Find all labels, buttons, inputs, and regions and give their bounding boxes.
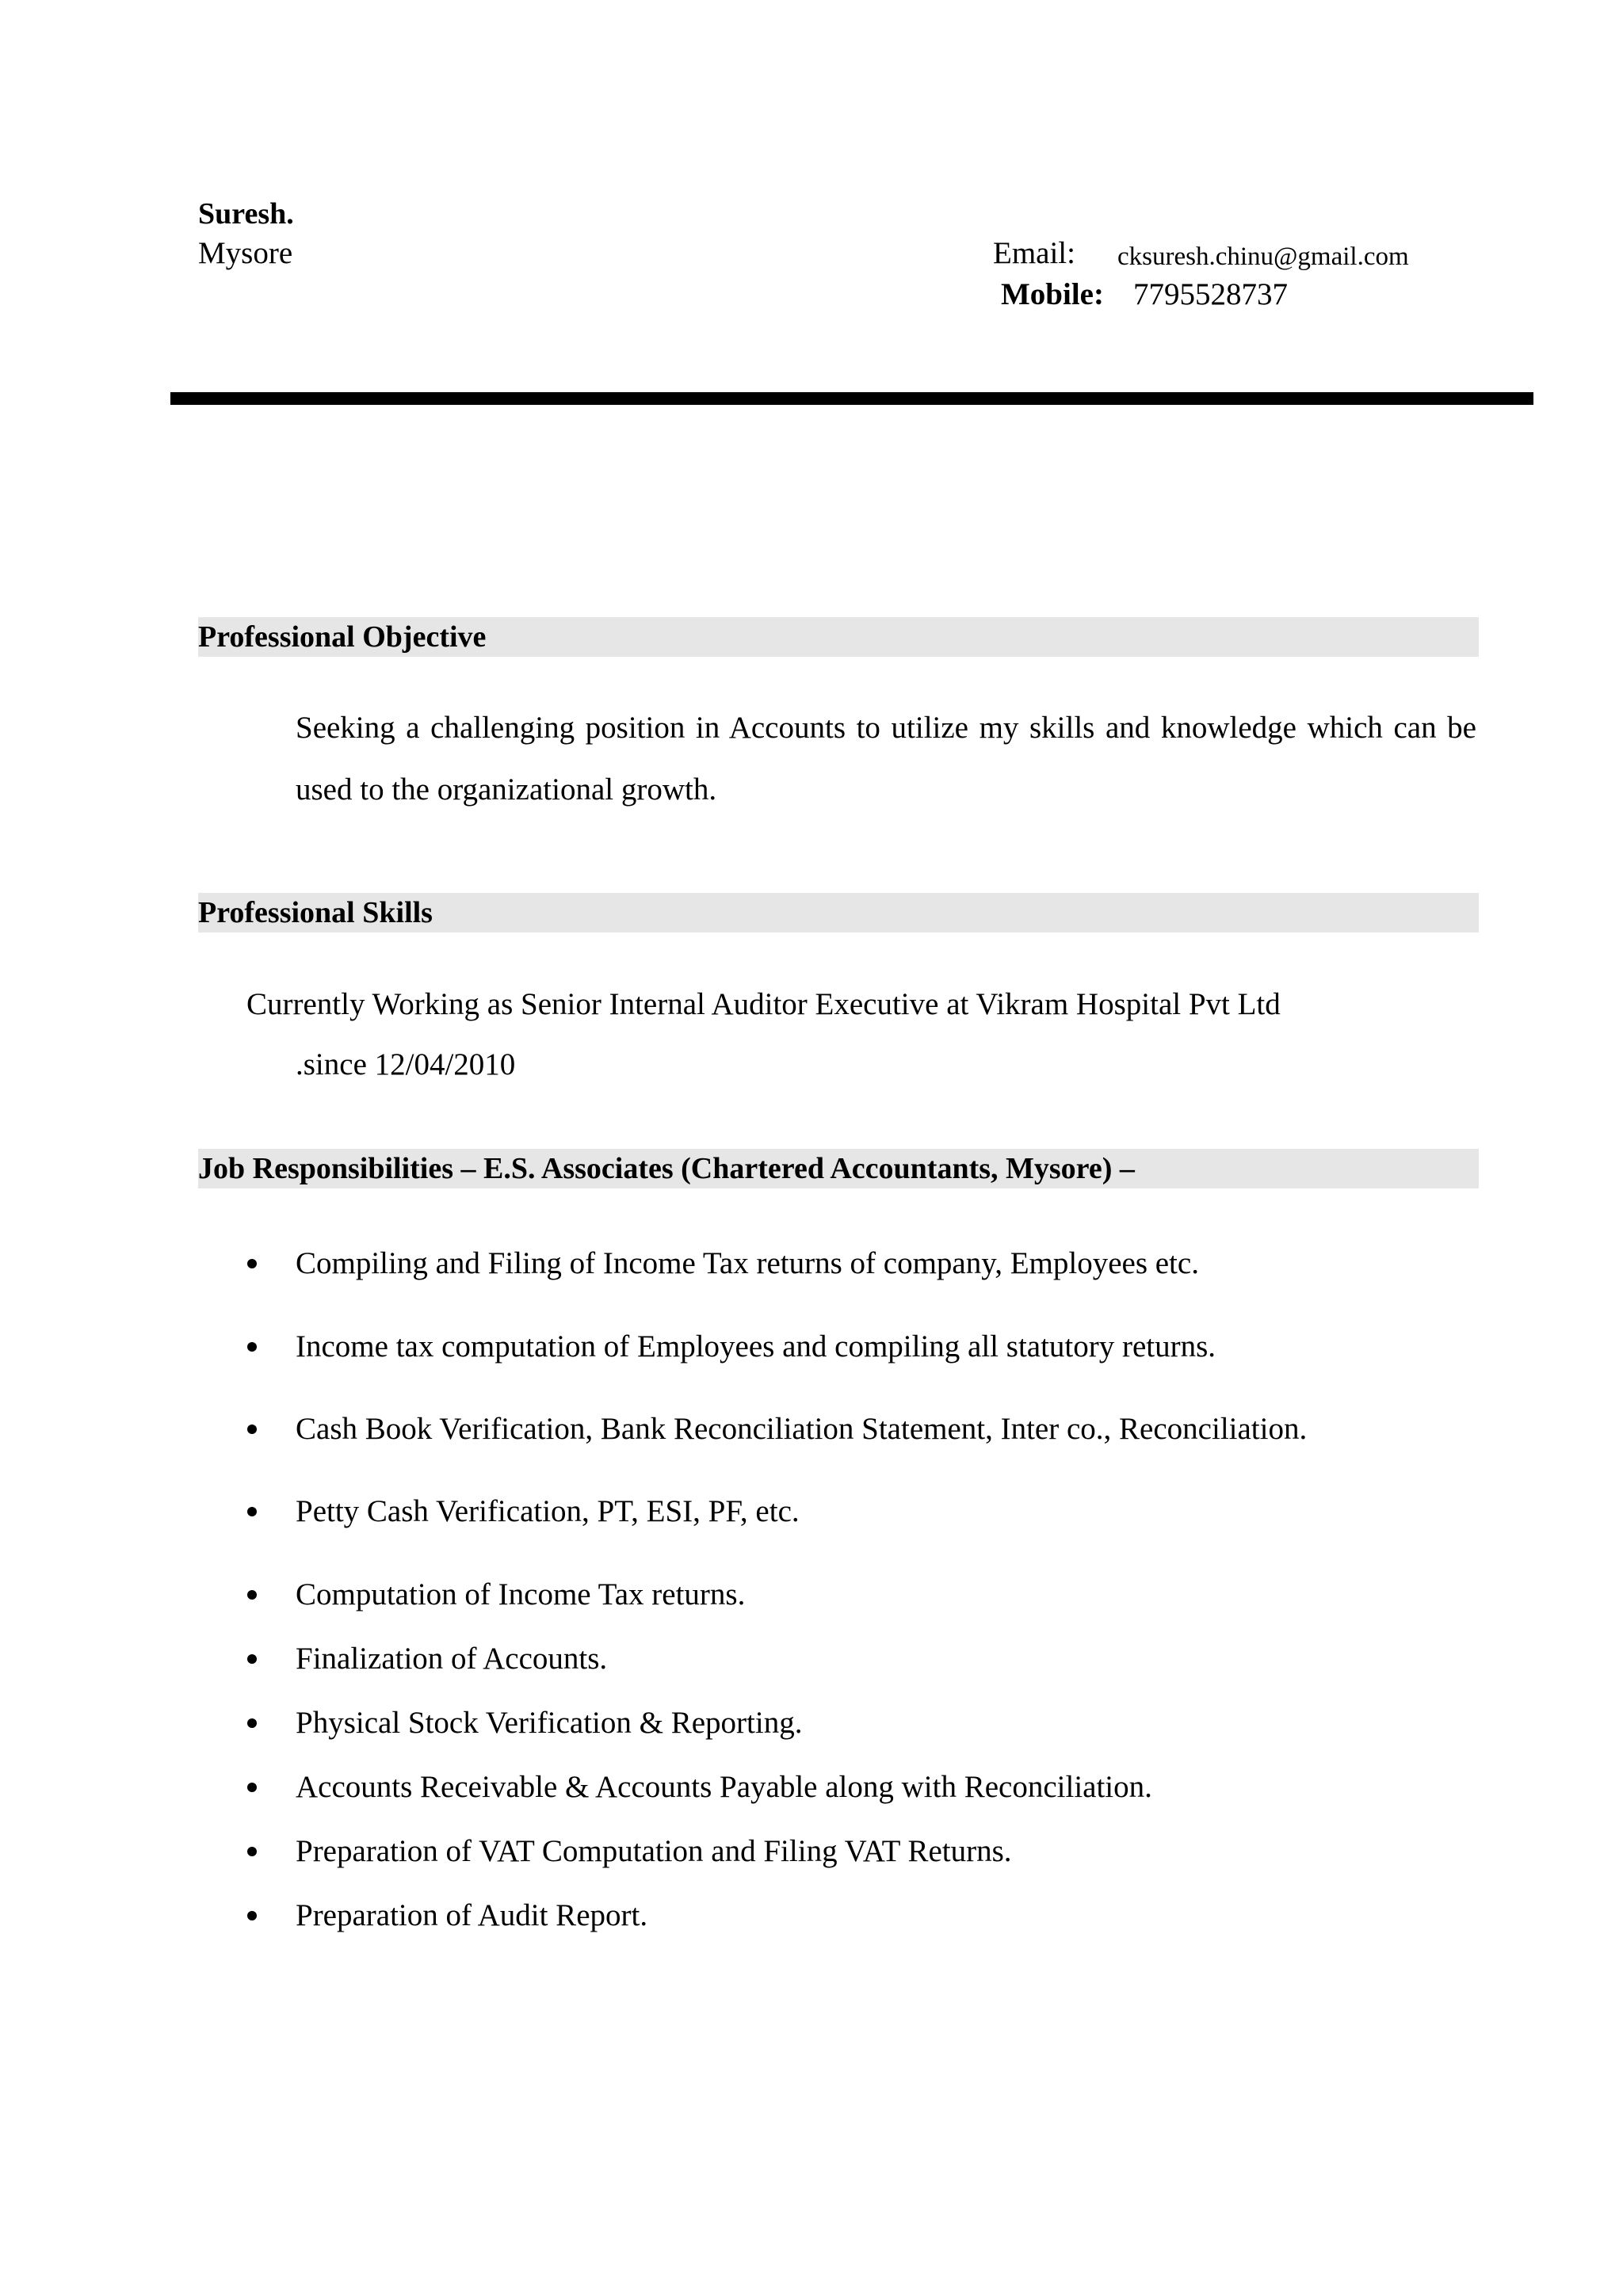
list-item-text: Petty Cash Verification, PT, ESI, PF, etc. xyxy=(296,1494,800,1528)
mobile-number: 7795528737 xyxy=(1133,277,1288,311)
objective-text: Seeking a challenging position in Accounts to utilize my skills and knowledge which can be used to the organizational growth. xyxy=(296,711,1476,807)
objective-section-title: Professional Objective xyxy=(198,620,487,654)
email-address[interactable]: cksuresh.chinu@gmail.com xyxy=(1117,242,1409,271)
list-item-text: Computation of Income Tax returns. xyxy=(296,1577,746,1611)
bullet-icon xyxy=(247,1847,257,1856)
list-item-text: Income tax computation of Employees and compiling all statutory returns. xyxy=(296,1329,1216,1363)
list-item-text: Preparation of Audit Report. xyxy=(296,1898,648,1932)
bullet-icon xyxy=(247,1654,257,1664)
list-item-text: Finalization of Accounts. xyxy=(296,1642,608,1676)
responsibilities-section-title: Job Responsibilities – E.S. Associates (Chartered Accountants, Mysore) – xyxy=(198,1152,1135,1185)
skills-since-date: .since 12/04/2010 xyxy=(296,1047,516,1081)
bullet-icon xyxy=(247,1259,257,1268)
mobile-label: Mobile: xyxy=(1001,277,1104,311)
bullet-icon xyxy=(247,1342,257,1352)
bullet-icon xyxy=(247,1590,257,1600)
candidate-name: Suresh. xyxy=(198,197,294,231)
candidate-city: Mysore xyxy=(198,236,293,270)
list-item-text: Preparation of VAT Computation and Filing VAT Returns. xyxy=(296,1834,1012,1868)
list-item-text: Physical Stock Verification & Reporting. xyxy=(296,1706,803,1740)
email-label: Email: xyxy=(993,236,1075,270)
list-item-text: Compiling and Filing of Income Tax returns of company, Employees etc. xyxy=(296,1246,1199,1280)
bullet-icon xyxy=(247,1911,257,1920)
bullet-icon xyxy=(247,1783,257,1792)
bullet-icon xyxy=(247,1507,257,1516)
bullet-icon xyxy=(247,1718,257,1728)
header-divider xyxy=(170,392,1533,405)
skills-current-role: Currently Working as Senior Internal Auditor Executive at Vikram Hospital Pvt Ltd xyxy=(246,987,1281,1021)
list-item-text: Accounts Receivable & Accounts Payable along with Reconciliation. xyxy=(296,1770,1152,1804)
skills-section-title: Professional Skills xyxy=(198,896,433,929)
list-item-text: Cash Book Verification, Bank Reconciliation Statement, Inter co., Reconciliation. xyxy=(296,1412,1308,1446)
bullet-icon xyxy=(247,1425,257,1434)
